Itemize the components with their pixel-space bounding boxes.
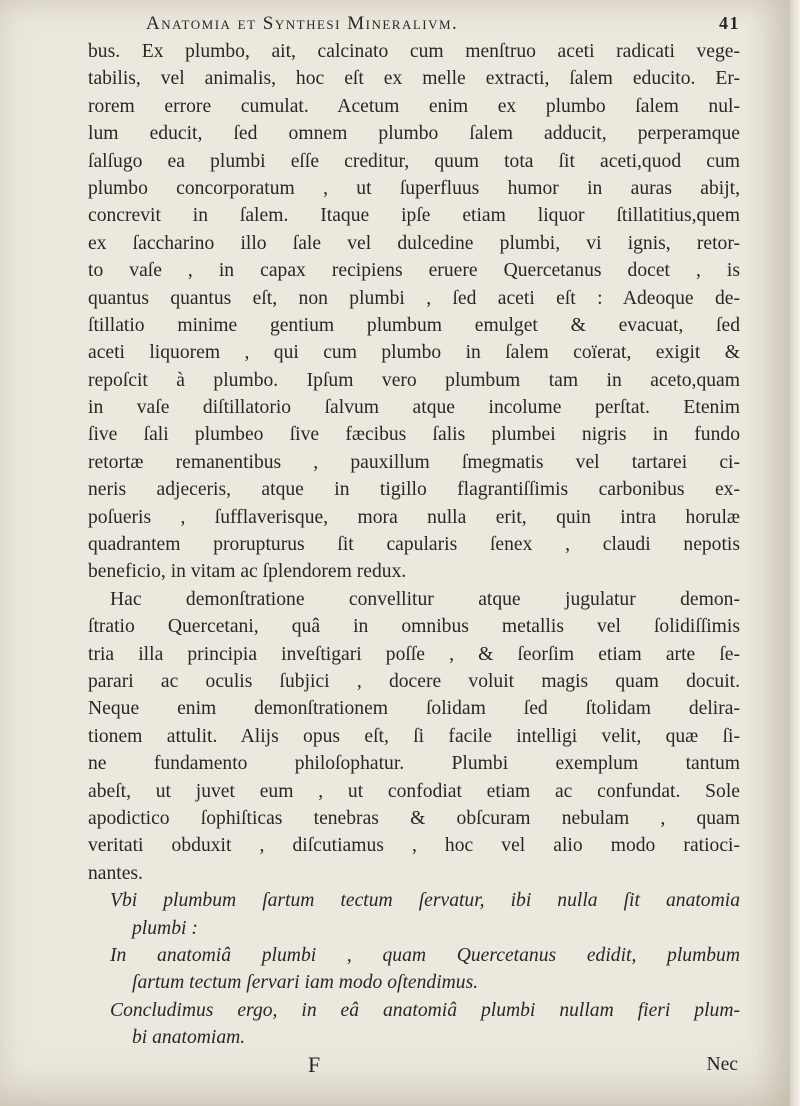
- text-line: tabilis, vel animalis, hoc eſt ex melle extracti, ſalem educito. Er-: [88, 68, 740, 90]
- text-line: rorem errore cumulat. Acetum enim ex plumbo ſalem nul-: [88, 95, 740, 117]
- text-line: retortæ remanentibus , pauxillum ſmegmatis vel tartarei ci-: [88, 451, 740, 473]
- text-line: ſive ſali plumbeo ſive fæcibus ſalis plumbei nigris in fundo: [88, 424, 740, 446]
- text-line: concrevit in ſalem. Itaque ipſe etiam liquor ſtillatitius,quem: [88, 205, 740, 227]
- syllogism-major-premise-end: plumbi :: [132, 917, 198, 939]
- text-line: ne fundamento philoſophatur. Plumbi exemplum tantum: [88, 753, 740, 775]
- text-line: quantus quantus eſt, non plumbi , ſed aceti eſt : Adeoque de-: [88, 287, 740, 309]
- text-line: neris adjeceris, atque in tigillo flagrantiſſimis carbonibus ex-: [88, 479, 740, 501]
- page-edge: [790, 0, 800, 1106]
- text-line: abeſt, ut juvet eum , ut confodiat etiam ac confundat. Sole: [88, 780, 740, 802]
- text-line: aceti liquorem , qui cum plumbo in ſalem coïerat, exigit &: [88, 342, 740, 364]
- text-line: lum educit, ſed omnem plumbo ſalem adducit, perperamque: [88, 123, 740, 145]
- running-head: [88, 8, 740, 38]
- text-line: in vaſe diſtillatorio ſalvum atque incolume perſtat. Etenim: [88, 397, 740, 419]
- running-title: Anatomia et Synthesi Mineralivm.: [146, 13, 459, 34]
- text-line: ſtillatio minime gentium plumbum emulget & evacuat, ſed: [88, 314, 740, 336]
- text-line: ſtratio Quercetani, quâ in omnibus metallis vel ſolidiſſimis: [88, 616, 740, 638]
- signature-mark: F: [308, 1052, 321, 1078]
- text-line: parari ac oculis ſubjici , docere voluit magis quam docuit.: [88, 670, 740, 692]
- text-line: repoſcit à plumbo. Ipſum vero plumbum tam in aceto,quam: [88, 369, 740, 391]
- text-line: Neque enim demonſtrationem ſolidam ſed ſtolidam delira-: [88, 698, 740, 720]
- text-line: bus. Ex plumbo, ait, calcinato cum menſtruo aceti radicati vege-: [88, 41, 740, 62]
- paragraph-start-line: Hac demonſtratione convellitur atque jugulatur demon-: [110, 588, 740, 610]
- catchword: Nec: [706, 1054, 738, 1076]
- syllogism-conclusion-end: bi anatomiam.: [132, 1027, 246, 1049]
- text-block: [88, 8, 740, 1079]
- text-line: nantes.: [88, 862, 143, 884]
- text-line: beneficio, in vitam ac ſplendorem redux.: [88, 561, 407, 583]
- text-line: veritati obduxit , diſcutiamus , hoc vel alio modo ratioci-: [88, 835, 740, 857]
- text-line: quadrantem prorupturus ſit capularis ſenex , claudi nepotis: [88, 534, 740, 556]
- page-number: 41: [719, 13, 740, 33]
- text-line: plumbo concorporatum , ut ſuperfluus humor in auras abijt,: [88, 177, 740, 199]
- text-line: tria illa principia inveſtigari poſſe , & ſeorſim etiam arte ſe-: [88, 643, 740, 665]
- text-line: ſalſugo ea plumbi eſſe creditur, quum tota ſit aceti,quod cum: [88, 150, 740, 172]
- syllogism-conclusion: Concludimus ergo, in eâ anatomiâ plumbi nullam fieri plum-: [110, 999, 740, 1021]
- text-line: ex ſaccharino illo ſale vel dulcedine plumbi, vi ignis, retor-: [88, 232, 740, 254]
- text-line: poſueris , ſufflaverisque, mora nulla erit, quin intra horulæ: [88, 506, 740, 528]
- text-line: tionem attulit. Alijs opus eſt, ſi facile intelligi velit, quæ ſi-: [88, 725, 740, 747]
- syllogism-minor-premise-end: ſartum tectum ſervari iam modo oſtendimus.: [132, 972, 479, 994]
- page-footer: [88, 1051, 740, 1078]
- syllogism-major-premise: Vbi plumbum ſartum tectum ſervatur, ibi nulla ſit anatomia: [110, 890, 740, 912]
- text-line: apodictico ſophiſticas tenebras & obſcuram nebulam , quam: [88, 807, 740, 829]
- text-line: to vaſe , in capax recipiens eruere Quercetanus docet , is: [88, 260, 740, 282]
- syllogism-minor-premise: In anatomiâ plumbi , quam Quercetanus edidit, plumbum: [110, 944, 740, 966]
